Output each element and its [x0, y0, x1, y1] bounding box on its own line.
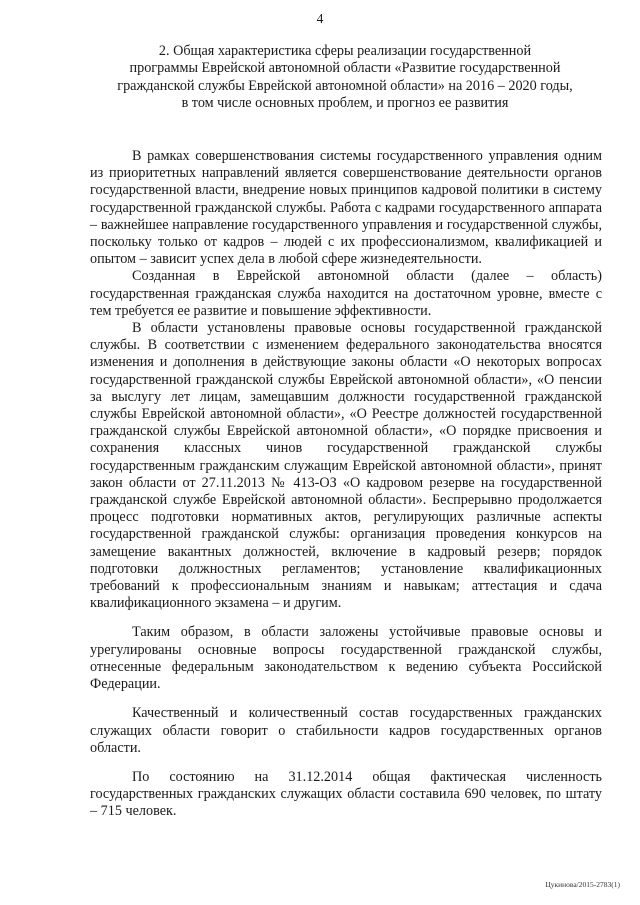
paragraph: Таким образом, в области заложены устойчивые правовые основы и урегулированы основные вопросы государственной гражданской службы, отнесенные федеральным законодательством к ведению субъекта Российской Федерации.	[90, 624, 602, 693]
paragraph: Созданная в Еврейской автономной области (далее – область) государственная гражданская служба находится на достаточном уровне, вместе с тем требуется ее развитие и повышение эффективности.	[90, 268, 602, 319]
paragraph: Качественный и количественный состав государственных гражданских служащих области говорит о стабильности кадров государственных органов области.	[90, 705, 602, 756]
heading-line: 2. Общая характеристика сферы реализации государственной	[158, 43, 532, 59]
paragraph: По состоянию на 31.12.2014 общая фактическая численность государственных гражданских служащих области составила 690 человек, по штату – 715 человек.	[90, 768, 602, 820]
document-footer-code: Цукинова/2015-2783(1)	[545, 880, 620, 889]
heading-line: программы Еврейской автономной области «Развитие государственной	[129, 60, 561, 77]
document-body	[90, 148, 602, 821]
page-number: 4	[316, 11, 324, 26]
paragraph: В рамках совершенствования системы государственного управления одним из приоритетных направлений является совершенствование деятельности органов государственной власти, внедрение новых принципов кадровой политики в систему государственной гражданской службы. Работа с кадрами государственного аппарата – важнейшее направление государственного управления и государственной службы, поскольку только от кадров – людей с их профессионализмом, квалификацией и опытом – зависит успех дела в любой сфере жизнедеятельности.	[90, 148, 602, 268]
heading-line: в том числе основных проблем, и прогноз ее развития	[181, 94, 509, 111]
section-heading	[70, 43, 620, 112]
heading-line: гражданской службы Еврейской автономной области» на 2016 – 2020 годы,	[117, 77, 573, 94]
paragraph: В области установлены правовые основы государственной гражданской службы. В соответствии с изменением федерального законодательства вносятся изменения и дополнения в действующие законы области «О некоторых вопросах государственной гражданской службы Еврейской автономной области», «О пенсии за выслугу лет лицам, замещавшим должности государственной гражданской службы Еврейской автономной области», «О Реестре должностей государственной гражданской службы Еврейской автономной области», «О порядке присвоения и сохранения классных чинов государственной гражданской службы государственным гражданским служащим Еврейской автономной области», принят закон области от 27.11.2013 № 413-ОЗ «О кадровом резерве на государственной гражданской службе Еврейской автономной области». Беспрерывно продолжается процесс подготовки нормативных актов, регулирующих различные аспекты государственной гражданской службы: организация проведения конкурсов на замещение вакантных должностей, включение в кадровый резерв; порядок подготовки должностных регламентов; установление квалификационных требований к профессиональным знаниям и навыкам; аттестация и сдача квалификационного экзамена – и другим.	[90, 320, 602, 612]
